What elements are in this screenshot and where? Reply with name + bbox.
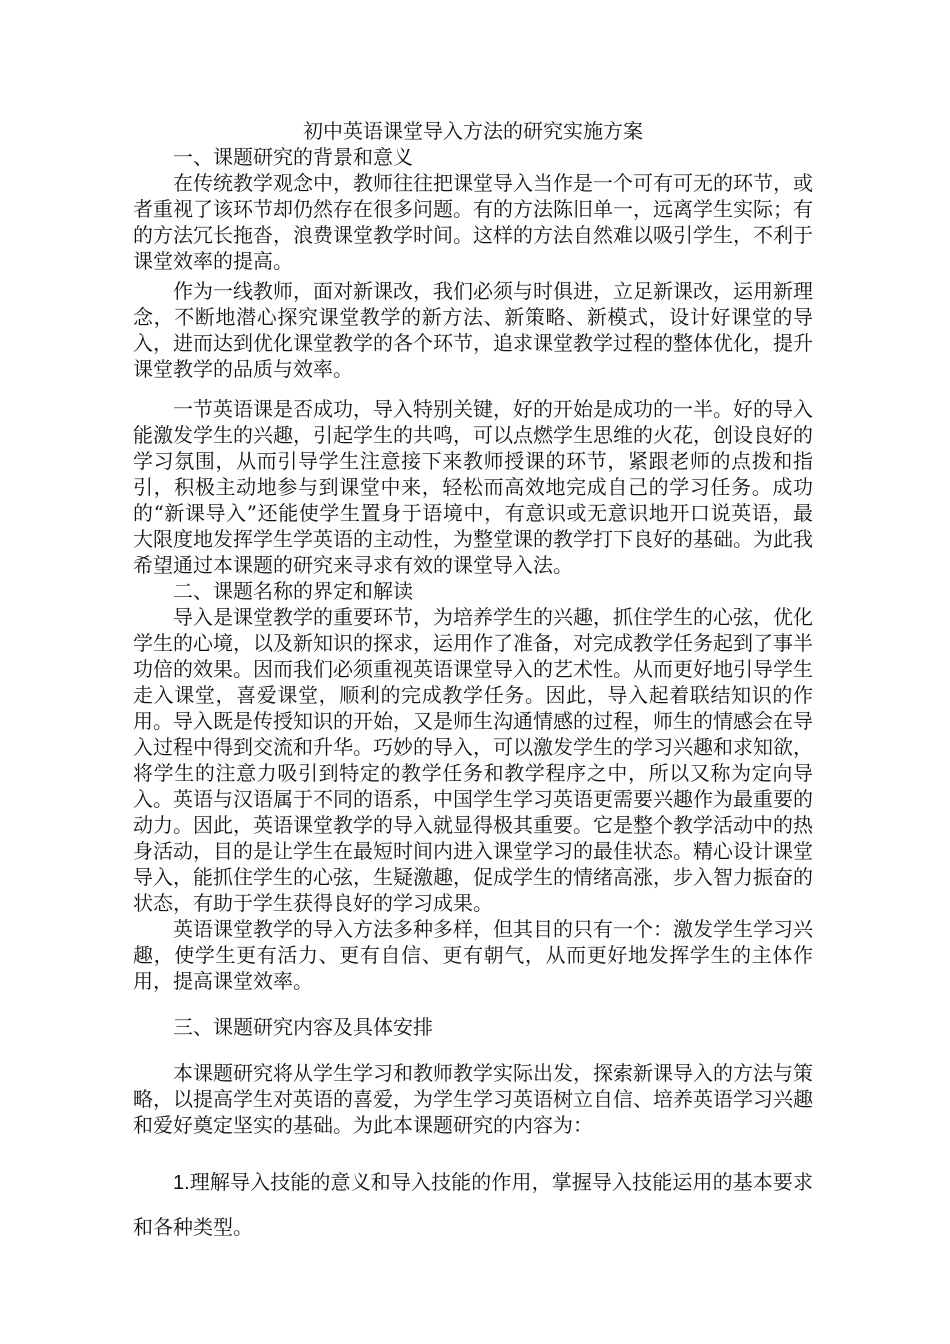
section-1-paragraph-2: 作为一线教师，面对新课改，我们必须与时俱进，立足新课改，运用新理念，不断地潜心探究课堂教学的新方法、新策略、新模式，设计好课堂的导入，进而达到优化课堂教学的各个环节，追求课堂教学过程的整体优化，提升课堂教学的品质与效率。 (133, 279, 813, 381)
section-1-heading: 一、课题研究的背景和意义 (173, 145, 413, 169)
list-item-number: 1. (173, 1172, 190, 1194)
section-3-paragraph-1: 本课题研究将从学生学习和教师教学实际出发，探索新课导入的方法与策略，以提高学生对英语的喜爱，为学生学习英语树立自信、培养英语学习兴趣和爱好奠定坚实的基础。为此本课题研究的内容为： (133, 1061, 813, 1137)
section-2-paragraph-1: 导入是课堂教学的重要环节，为培养学生的兴趣，抓住学生的心弦，优化学生的心境，以及新知识的探求，运用作了准备，对完成教学任务起到了事半功倍的效果。因而我们必须重视英语课堂导入的艺术性。从而更好地引导学生走入课堂，喜爱课堂，顺利的完成教学任务。因此，导入起着联结知识的作用。导入既是传授知识的开始，又是师生沟通情感的过程，师生的情感会在导入过程中得到交流和升华。巧妙的导入，可以激发学生的学习兴趣和求知欲，将学生的注意力吸引到特定的教学任务和教学程序之中，所以又称为定向导入。英语与汉语属于不同的语系，中国学生学习英语更需要兴趣作为最重要的动力。因此，英语课堂教学的导入就显得极其重要。它是整个教学活动中的热身活动，目的是让学生在最短时间内进入课堂学习的最佳状态。精心设计课堂导入，能抓住学生的心弦，生疑激趣，促成学生的情绪高涨，步入智力振奋的状态，有助于学生获得良好的学习成果。 (133, 605, 813, 915)
document-title: 初中英语课堂导入方法的研究实施方案 (303, 119, 643, 143)
section-2-paragraph-2: 英语课堂教学的导入方法多种多样，但其目的只有一个：激发学生学习兴趣，使学生更有活力、更有自信、更有朝气，从而更好地发挥学生的主体作用，提高课堂效率。 (133, 917, 813, 993)
document-page (133, 118, 813, 1249)
section-2-heading: 二、课题名称的界定和解读 (173, 579, 413, 603)
section-1-paragraph-1: 在传统教学观念中，教师往往把课堂导入当作是一个可有可无的环节，或者重视了该环节却仍然存在很多问题。有的方法陈旧单一，远离学生实际；有的方法冗长拖沓，浪费课堂教学时间。这样的方法自然难以吸引学生，不利于课堂效率的提高。 (133, 171, 813, 273)
section-1-paragraph-3: 一节英语课是否成功，导入特别关键，好的开始是成功的一半。好的导入能激发学生的兴趣，引起学生的共鸣，可以点燃学生思维的火花，创设良好的学习氛围，从而引导学生注意接下来教师授课的环节，紧跟老师的点拨和指引，积极主动地参与到课堂中来，轻松而高效地完成自己的学习任务。成功的“新课导入”还能使学生置身于语境中，有意识或无意识地开口说英语，最大限度地发挥学生学英语的主动性，为整堂课的教学打下良好的基础。为此我希望通过本课题的研究来寻求有效的课堂导入法。 (133, 397, 813, 577)
list-item-text: 理解导入技能的意义和导入技能的作用，掌握导入技能运用的基本要求和各种类型。 (133, 1170, 813, 1239)
list-item (133, 1160, 813, 1249)
section-3-heading: 三、课题研究内容及具体安排 (173, 1015, 433, 1039)
